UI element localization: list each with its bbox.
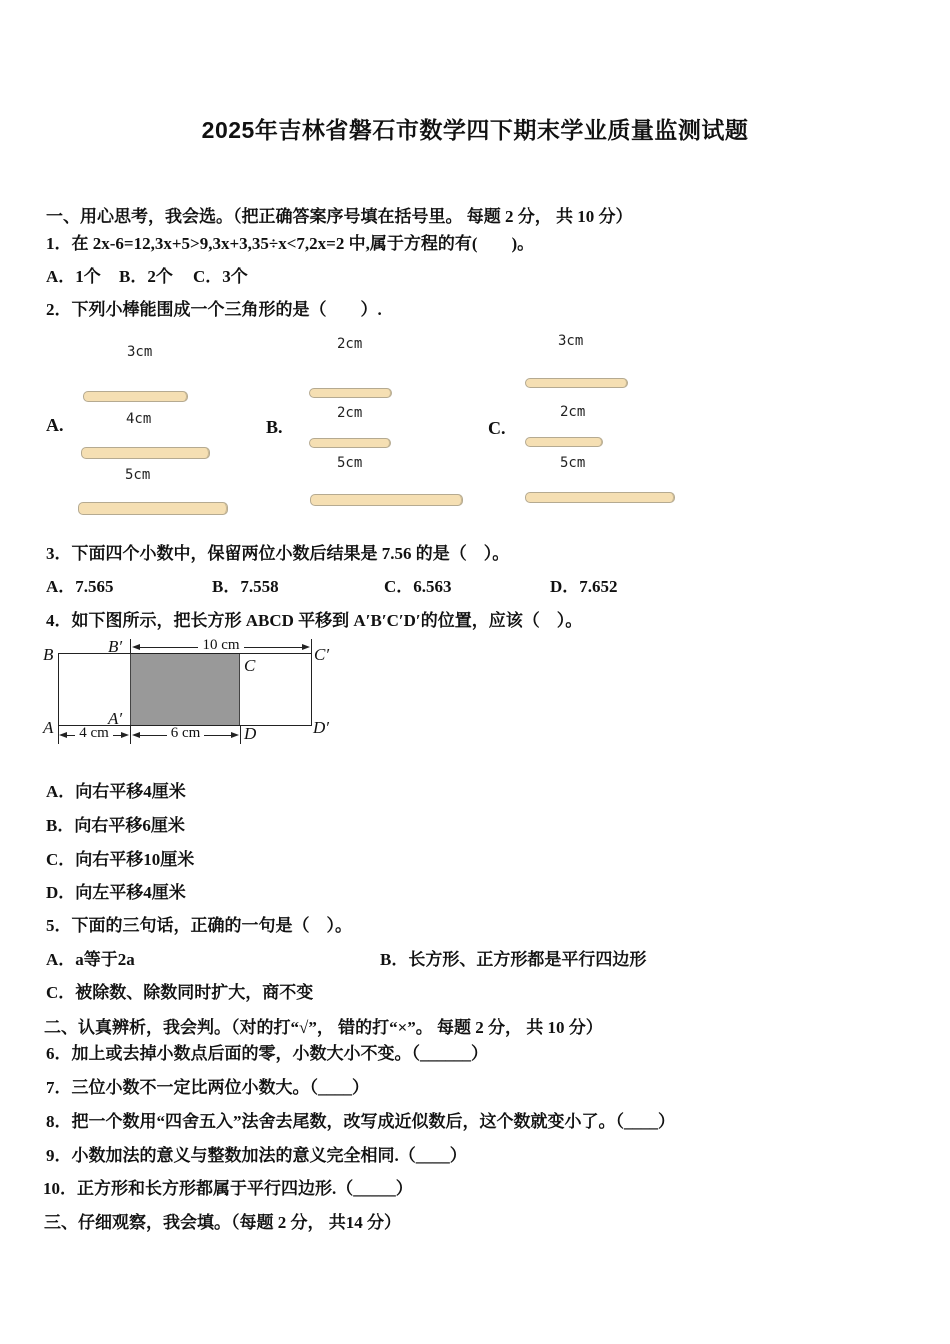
stick xyxy=(525,492,675,503)
tick-line xyxy=(240,726,241,744)
arrowhead-right-icon xyxy=(302,644,310,650)
tick-line xyxy=(130,639,131,654)
stick xyxy=(78,502,228,515)
vertex-label-D: D xyxy=(244,724,257,743)
tick-line xyxy=(130,726,131,744)
q5-option-b: B．长方形、正方形都是平行四边形 xyxy=(380,950,647,969)
arrowhead-left-icon xyxy=(132,644,140,650)
stick xyxy=(525,378,628,388)
stick-length-label: 2cm xyxy=(337,336,363,352)
q3-option-b: B．7.558 xyxy=(212,577,279,596)
dimension-6cm xyxy=(132,724,239,741)
q1-option-c: C．3个 xyxy=(193,267,248,286)
dimension-4cm xyxy=(59,724,129,741)
exam-title: 2025年吉林省磐石市数学四下期末学业质量监测试题 xyxy=(201,117,749,143)
section3-header: 三、仔细观察，我会填。（每题 2 分， 共14 分） xyxy=(44,1213,401,1232)
dimension-line xyxy=(244,647,302,648)
question-10: 10．正方形和长方形都属于平行四边形.（_____） xyxy=(43,1179,413,1198)
vertex-label-C: C xyxy=(244,656,256,675)
q3-option-c: C．6.563 xyxy=(384,577,452,596)
dimension-line xyxy=(140,647,198,648)
dimension-line xyxy=(113,735,121,736)
dimension-label: 10 cm xyxy=(202,636,240,653)
question-2: 2．下列小棒能围成一个三角形的是（ ）. xyxy=(46,300,382,319)
section2-header: 二、认真辨析，我会判。（对的打“√”， 错的打“×”。 每题 2 分， 共 10 分） xyxy=(44,1018,603,1037)
stick-length-label: 5cm xyxy=(125,467,151,483)
q4-option-d: D．向左平移4厘米 xyxy=(46,883,186,902)
section1-header: 一、用心思考，我会选。（把正确答案序号填在括号里。 每题 2 分， 共 10 分） xyxy=(46,207,633,226)
q3-option-a: A．7.565 xyxy=(46,577,114,596)
stick xyxy=(310,494,463,506)
stick xyxy=(525,437,603,447)
stick-length-label: 5cm xyxy=(560,455,586,471)
vertex-label-D-prime: D′ xyxy=(313,718,329,737)
dimension-label: 4 cm xyxy=(79,724,109,741)
question-5: 5．下面的三句话，正确的一句是（ ）。 xyxy=(46,916,352,935)
stick xyxy=(309,438,391,448)
vertex-label-B-prime: B′ xyxy=(108,637,123,656)
vertex-label-A: A xyxy=(43,718,54,737)
dimension-10cm xyxy=(132,636,310,653)
q3-option-d: D．7.652 xyxy=(550,577,618,596)
q4-option-c: C．向右平移10厘米 xyxy=(46,850,195,869)
stick-length-label: 2cm xyxy=(560,404,586,420)
question-8: 8．把一个数用“四舍五入”法舍去尾数，改写成近似数后，这个数就变小了。（____） xyxy=(46,1112,675,1131)
translation-figure xyxy=(0,637,950,749)
dimension-label: 6 cm xyxy=(170,724,201,741)
q1-option-b: B．2个 xyxy=(119,267,173,286)
dimension-line xyxy=(140,735,167,736)
stick-length-label: 5cm xyxy=(337,455,363,471)
question-4: 4．如下图所示，把长方形 ABCD 平移到 A′B′C′D′的位置，应该（ ）。 xyxy=(46,611,583,630)
arrowhead-right-icon xyxy=(231,732,239,738)
dimension-line xyxy=(67,735,75,736)
vertex-label-A-prime: A′ xyxy=(108,709,123,728)
tick-line xyxy=(311,639,312,654)
stick-group-b-label: B. xyxy=(266,417,283,437)
overlap-rectangle xyxy=(130,654,240,725)
vertex-label-C-prime: C′ xyxy=(314,645,330,664)
stick xyxy=(81,447,210,459)
arrowhead-left-icon xyxy=(59,732,67,738)
stick-length-label: 3cm xyxy=(558,333,584,349)
arrowhead-left-icon xyxy=(132,732,140,738)
question-7: 7．三位小数不一定比两位小数大。（____） xyxy=(46,1078,369,1097)
vertex-label-B: B xyxy=(43,645,54,664)
q5-option-c: C．被除数、除数同时扩大，商不变 xyxy=(46,983,314,1002)
arrowhead-right-icon xyxy=(121,732,129,738)
dimension-line xyxy=(204,735,231,736)
question-1: 1．在 2x-6=12,3x+5>9,3x+3,35÷x<7,2x=2 中,属于方程的有( )。 xyxy=(46,234,535,253)
stick-group-c-label: C. xyxy=(488,418,506,438)
stick-length-label: 4cm xyxy=(126,411,152,427)
stick-length-label: 3cm xyxy=(127,344,153,360)
q1-option-a: A．1个 xyxy=(46,267,101,286)
question-9: 9．小数加法的意义与整数加法的意义完全相同.（____） xyxy=(46,1146,467,1165)
sticks-figure xyxy=(0,330,950,530)
stick xyxy=(83,391,188,402)
question-3: 3．下面四个小数中，保留两位小数后结果是 7.56 的是（ ）。 xyxy=(46,544,510,563)
stick-group-a-label: A. xyxy=(46,415,64,435)
q4-option-b: B．向右平移6厘米 xyxy=(46,816,185,835)
q4-option-a: A．向右平移4厘米 xyxy=(46,782,186,801)
question-6: 6．加上或去掉小数点后面的零，小数大小不变。（______） xyxy=(46,1044,488,1063)
q5-option-a: A．a等于2a xyxy=(46,950,135,969)
stick-length-label: 2cm xyxy=(337,405,363,421)
stick xyxy=(309,388,392,398)
